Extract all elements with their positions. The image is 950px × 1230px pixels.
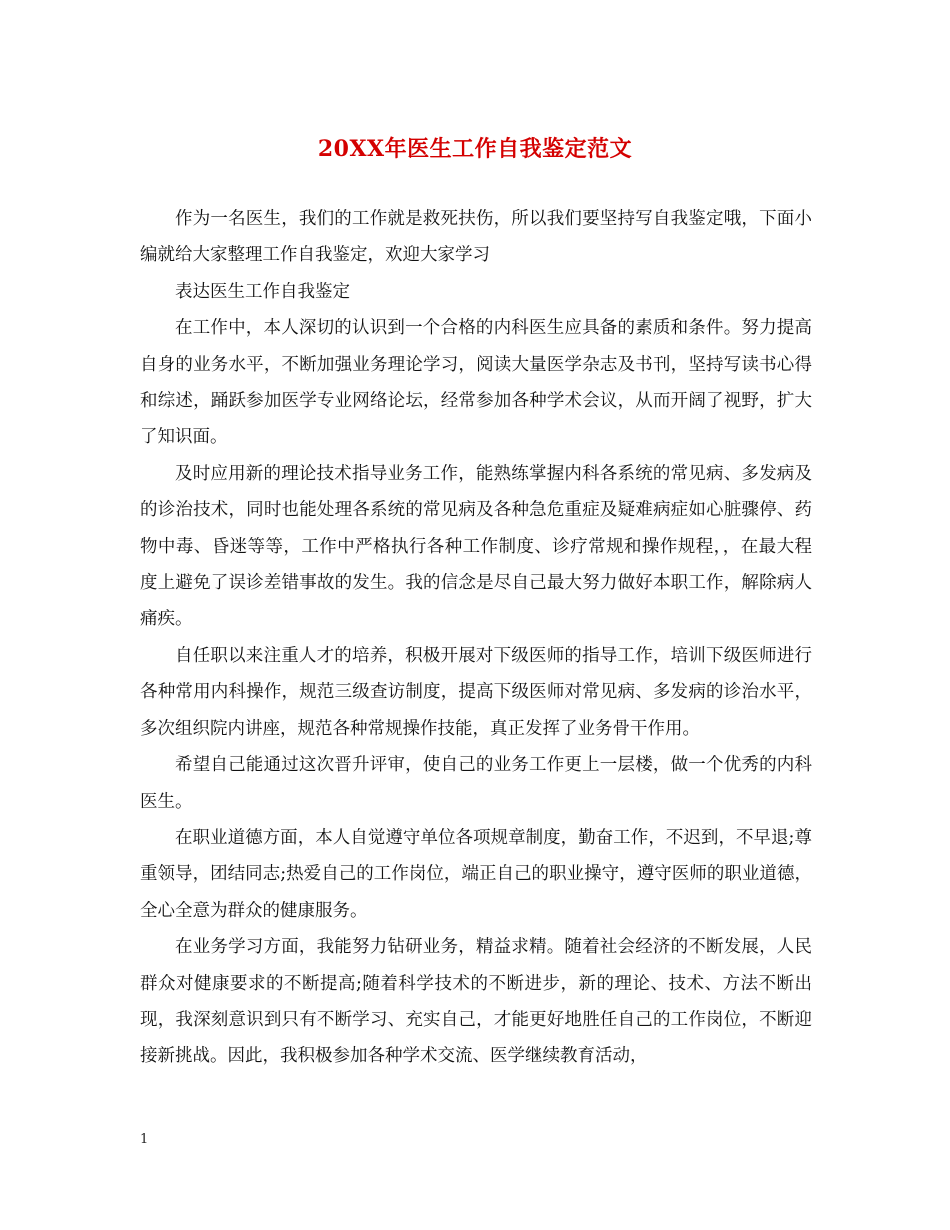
paragraph-training: 自任职以来注重人才的培养，积极开展对下级医师的指导工作，培训下级医师进行各种常用内科操作，规范三级查访制度，提高下级医师对常见病、多发病的诊治水平，多次组织院内讲座，规范各种常规操作技能，真正发挥了业务骨干作用。	[140, 645, 812, 739]
document-body	[140, 201, 812, 1075]
document-title: 20XX年医生工作自我鉴定范文	[317, 136, 633, 162]
paragraph-ethics: 在职业道德方面，本人自觉遵守单位各项规章制度，勤奋工作，不迟到，不早退;尊重领导，团结同志;热爱自己的工作岗位，端正自己的职业操守，遵守医师的职业道德，全心全意为群众的健康服务。	[140, 827, 812, 921]
paragraph-intro: 作为一名医生，我们的工作就是救死扶伤，所以我们要坚持写自我鉴定哦，下面小编就给大家整理工作自我鉴定，欢迎大家学习	[140, 209, 812, 266]
paragraph-work: 在工作中，本人深切的认识到一个合格的内科医生应具备的素质和条件。努力提高自身的业务水平，不断加强业务理论学习，阅读大量医学杂志及书刊，坚持写读书心得和综述，踊跃参加医学专业网络论坛，经常参加各种学术会议，从而开阔了视野，扩大了知识面。	[140, 318, 812, 448]
paragraph-hope: 希望自己能通过这次晋升评审，使自己的业务工作更上一层楼，做一个优秀的内科医生。	[140, 755, 812, 812]
paragraph-study: 在业务学习方面，我能努力钻研业务，精益求精。随着社会经济的不断发展，人民群众对健康要求的不断提高;随着科学技术的不断进步，新的理论、技术、方法不断出现，我深刻意识到只有不断学习、充实自己，才能更好地胜任自己的工作岗位，不断迎接新挑战。因此，我积极参加各种学术交流、医学继续教育活动，	[140, 937, 812, 1067]
paragraph-subheading: 表达医生工作自我鉴定	[175, 281, 350, 302]
page-number: 1	[140, 1132, 149, 1147]
paragraph-technique: 及时应用新的理论技术指导业务工作，能熟练掌握内科各系统的常见病、多发病及的诊治技术，同时也能处理各系统的常见病及各种急危重症及疑难病症如心脏骤停、药物中毒、昏迷等等，工作中严格执行各种工作制度、诊疗常规和操作规程，，在最大程度上避免了误诊差错事故的发生。我的信念是尽自己最大努力做好本职工作，解除病人痛疾。	[140, 463, 812, 630]
